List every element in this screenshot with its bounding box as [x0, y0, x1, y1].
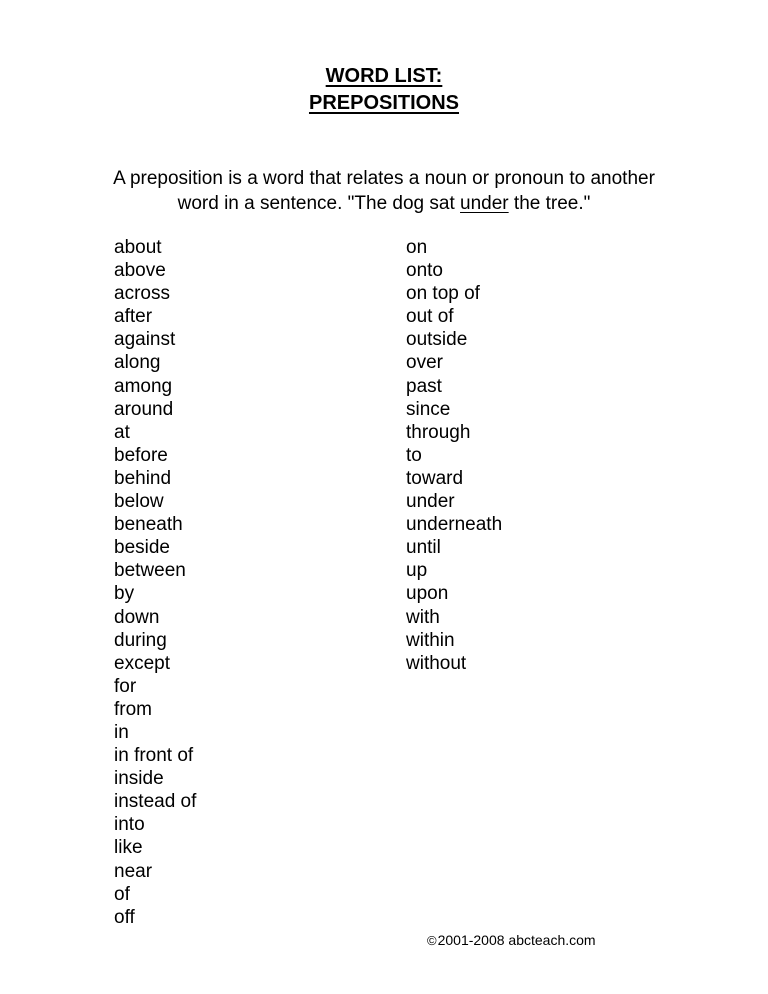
list-item: out of	[406, 306, 454, 328]
list-item: toward	[406, 467, 464, 489]
copyright-text: 2001-2008 abcteach.com	[437, 932, 596, 948]
list-item: below	[114, 491, 164, 513]
title-line-2: PREPOSITIONS	[308, 92, 460, 114]
list-item: past	[406, 375, 442, 397]
list-item: off	[114, 906, 135, 928]
list-item: underneath	[406, 514, 503, 536]
copyright-icon: ©	[427, 933, 437, 948]
list-item: for	[114, 675, 137, 697]
list-item: with	[406, 606, 440, 628]
word-list-right	[406, 236, 502, 675]
list-item: beside	[114, 537, 170, 559]
list-item: about	[114, 237, 162, 258]
list-item: into	[114, 814, 145, 836]
list-item: inside	[114, 768, 164, 790]
list-item: without	[406, 652, 467, 674]
list-item: between	[114, 560, 186, 582]
list-item: except	[114, 652, 170, 674]
intro-paragraph	[100, 166, 668, 216]
list-item: until	[406, 537, 441, 559]
list-item: of	[114, 883, 130, 905]
list-item: against	[114, 329, 176, 351]
list-item: down	[114, 606, 160, 628]
word-list-left	[114, 236, 196, 929]
list-item: outside	[406, 329, 468, 351]
list-item: during	[114, 629, 167, 651]
list-item: up	[406, 560, 428, 582]
list-item: under	[406, 491, 455, 513]
page-title	[0, 63, 768, 117]
list-item: since	[406, 398, 451, 420]
list-item: over	[406, 352, 443, 374]
list-item: through	[406, 421, 471, 443]
list-item: in	[114, 721, 129, 743]
list-item: instead of	[114, 791, 197, 813]
list-item: near	[114, 860, 153, 882]
list-item: after	[114, 306, 153, 328]
title-line-1: WORD LIST:	[325, 65, 443, 87]
list-item: at	[114, 421, 130, 443]
list-item: onto	[406, 260, 443, 282]
list-item: to	[406, 444, 422, 466]
list-item: in front of	[114, 745, 194, 767]
list-item: above	[114, 260, 166, 282]
list-item: before	[114, 444, 168, 466]
list-item: across	[114, 283, 170, 305]
list-item: like	[114, 837, 143, 859]
list-item: along	[114, 352, 161, 374]
list-item: upon	[406, 583, 449, 605]
intro-text-2: the tree."	[508, 193, 591, 214]
intro-underlined-word: under	[460, 193, 509, 214]
list-item: beneath	[114, 514, 183, 536]
list-item: on	[406, 237, 428, 258]
intro-text-1: A preposition is a word that relates a noun or pronoun to another word in a sentence. "The dog sat	[113, 168, 655, 214]
list-item: behind	[114, 467, 172, 489]
list-item: within	[406, 629, 455, 651]
copyright-footer	[427, 931, 596, 950]
list-item: from	[114, 698, 152, 720]
list-item: among	[114, 375, 173, 397]
list-item: on top of	[406, 283, 480, 305]
list-item: around	[114, 398, 174, 420]
list-item: by	[114, 583, 135, 605]
